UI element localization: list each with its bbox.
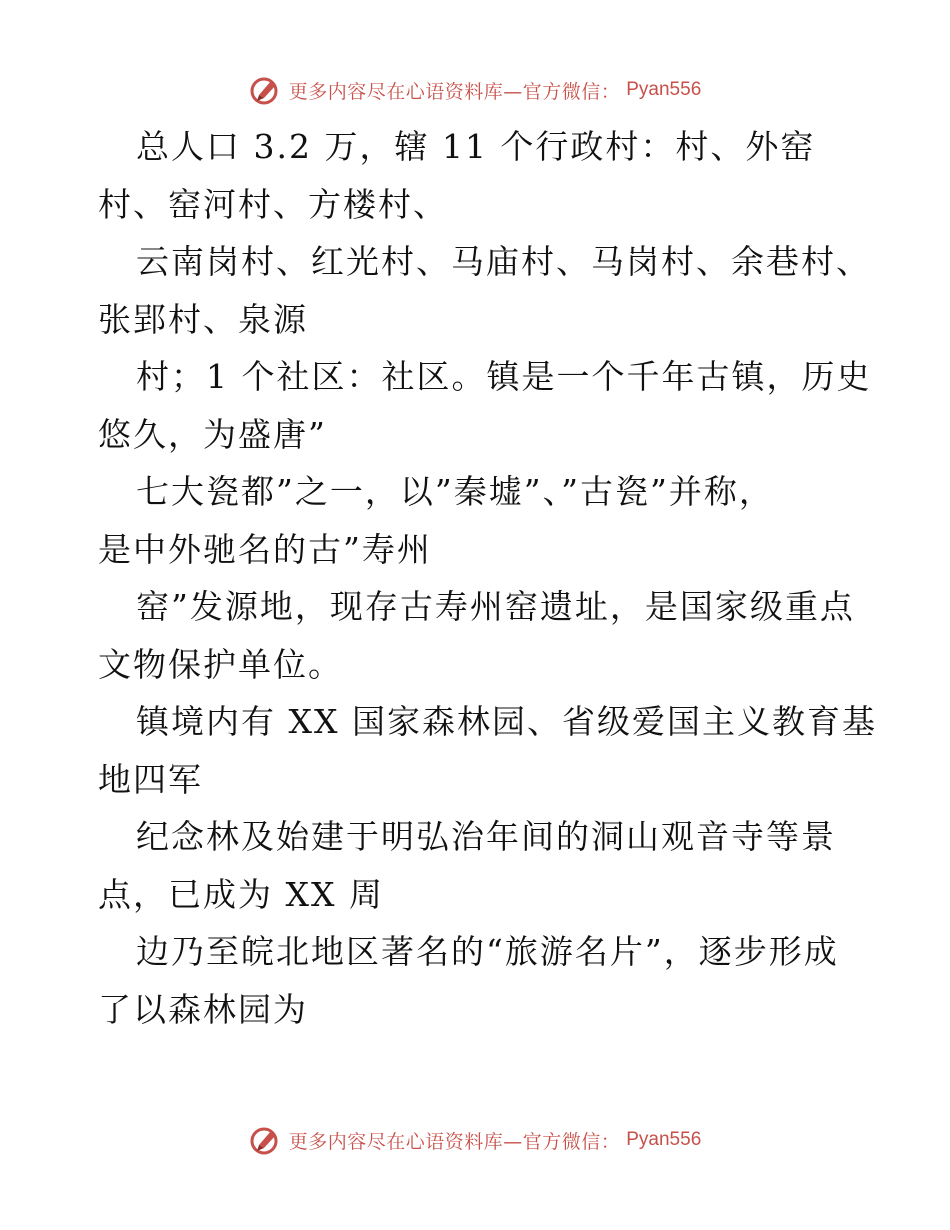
body-line: 窑”发源地，现存古寿州窑遗址，是国家级重点 [136,587,855,626]
body-line: 镇境内有 XX 国家森林园、省级爱国主义教育基 [136,702,877,741]
body-line: 七大瓷都”之一，以”秦墟”、”古瓷”并称， [136,472,774,511]
body-line: 云南岗村、红光村、马庙村、马岗村、余巷村、 [136,242,871,281]
body-line: 是中外驰名的古”寿州 [98,529,432,569]
page-footer-brand [0,1120,950,1160]
header-wechat-handle: Pyan556 [626,79,702,100]
document-body [98,118,877,1038]
body-line: 了以森林园为 [98,989,308,1029]
body-line: 张郢村、泉源 [98,299,308,339]
body-line: 纪念林及始建于明弘治年间的洞山观音寺等景 [136,817,836,856]
body-line: 总人口 3.2 万，辖 11 个行政村：村、外窑 [136,127,816,166]
page-header-brand [0,70,950,110]
body-line: 文物保护单位。 [98,644,343,684]
body-line: 地四军 [98,759,203,799]
body-line: 边乃至皖北地区著名的“旅游名片”，逐步形成 [136,932,839,971]
body-line: 悠久，为盛唐” [98,414,327,454]
footer-brand-text: 更多内容尽在心语资料库—官方微信： [288,1130,621,1153]
pen-nib-logo-icon [249,1123,283,1157]
body-line: 村、窑河村、方楼村、 [98,184,448,224]
pen-nib-logo-icon [249,73,283,107]
header-brand-text: 更多内容尽在心语资料库—官方微信： [288,80,621,103]
body-line: 村；1 个社区：社区。镇是一个千年古镇，历史 [136,357,872,396]
footer-wechat-handle: Pyan556 [626,1129,702,1150]
body-line: 点，已成为 XX 周 [98,874,384,914]
